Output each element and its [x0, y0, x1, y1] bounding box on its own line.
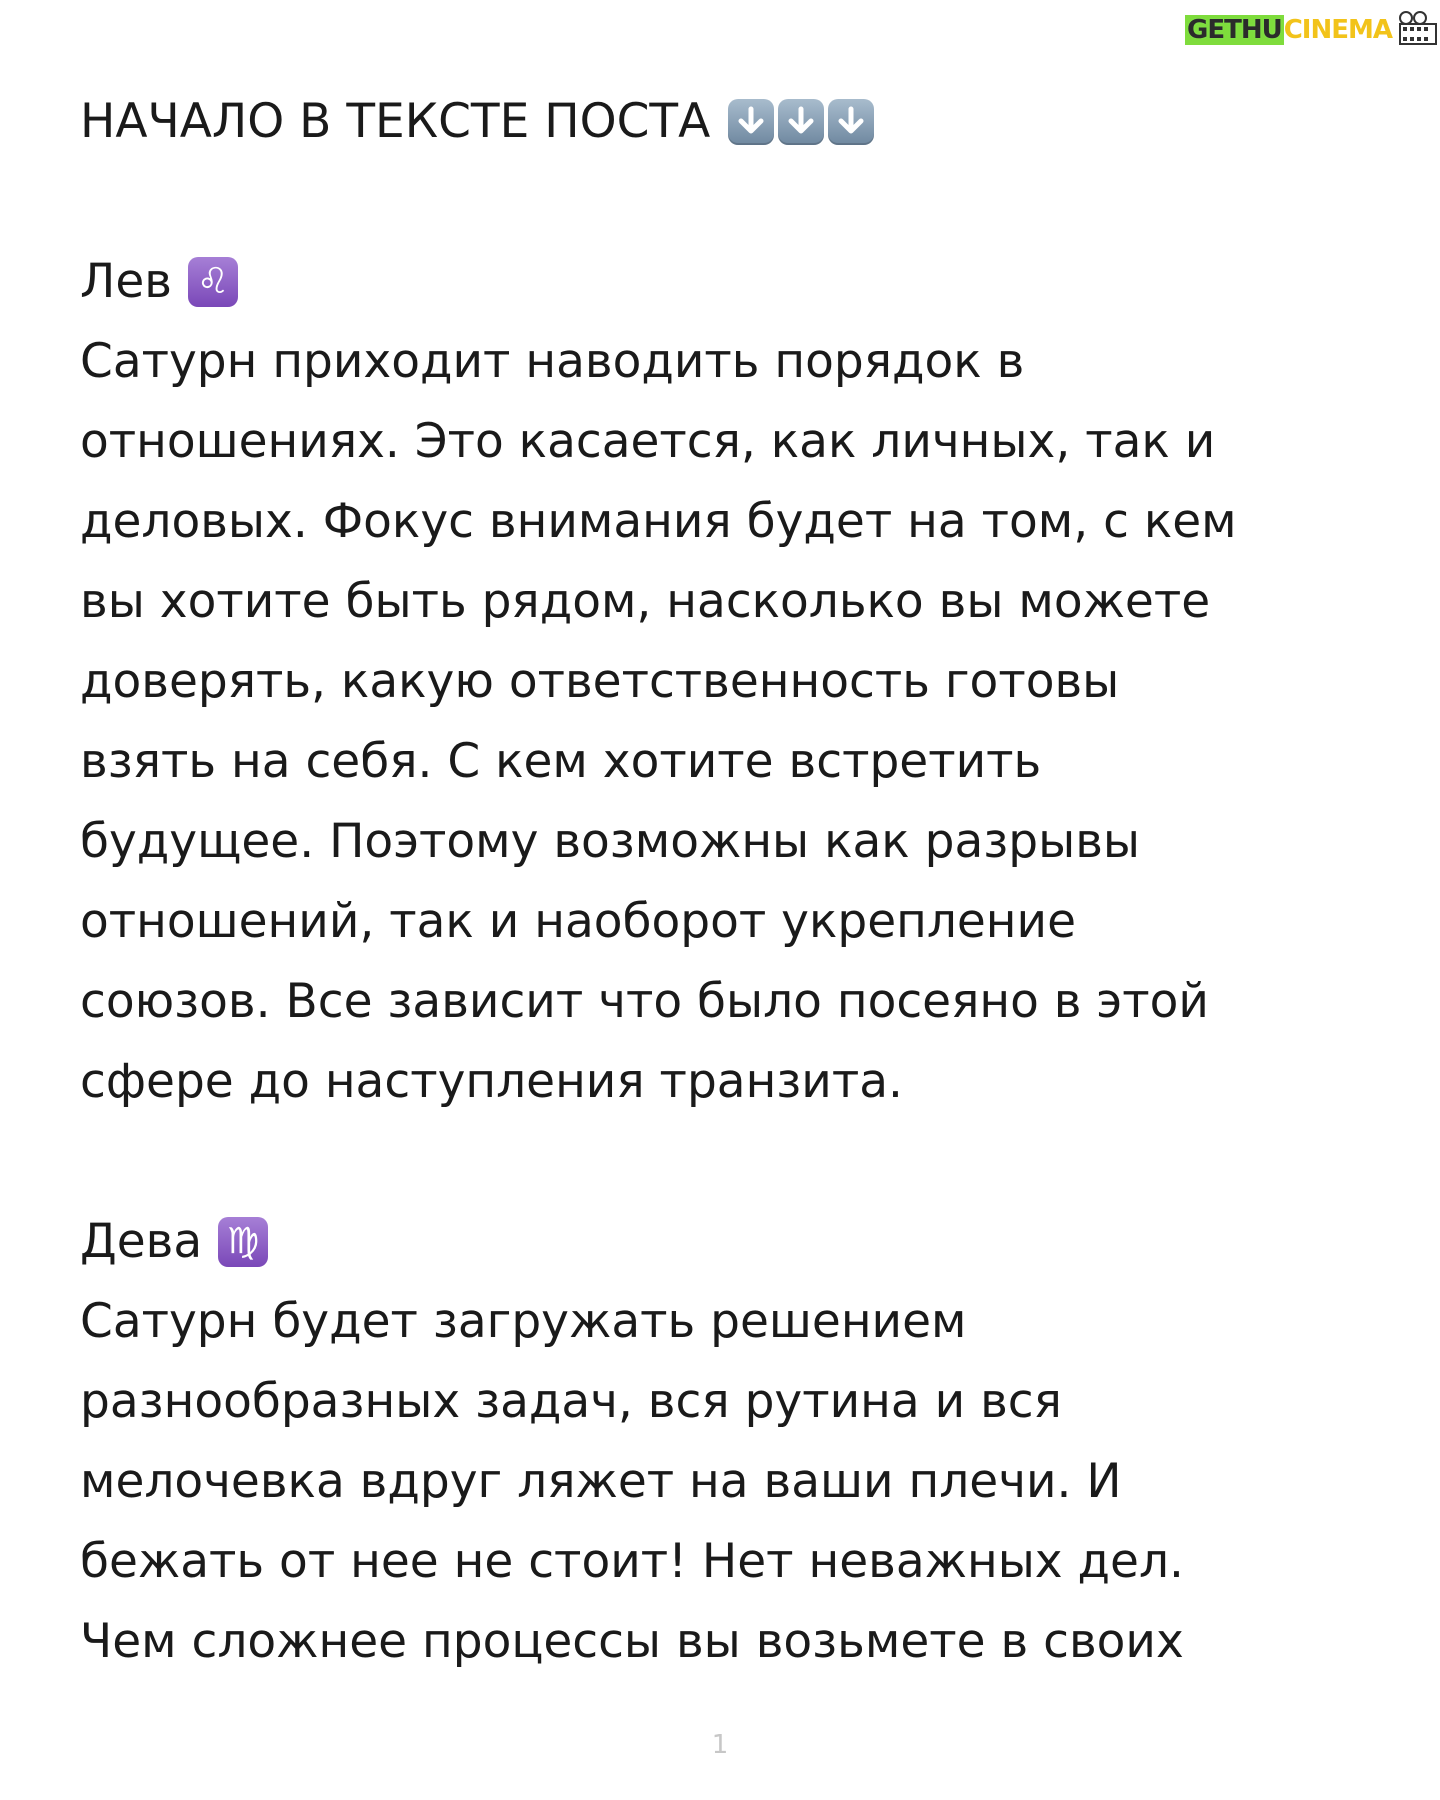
- post-page: [80, 82, 1380, 1682]
- text-line: отношениях. Это касается, как личных, так и: [80, 414, 1216, 469]
- sign-name: Дева: [80, 1214, 203, 1269]
- virgo-zodiac-icon: ♍: [218, 1217, 268, 1267]
- text-line: союзов. Все зависит что было посеяно в этой: [80, 974, 1209, 1029]
- heading-text: НАЧАЛО В ТЕКСТЕ ПОСТА: [80, 94, 711, 149]
- sign-name: Лев: [80, 254, 172, 309]
- text-line: будущее. Поэтому возможны как разрывы: [80, 814, 1141, 869]
- text-line: разнообразных задач, вся рутина и вся: [80, 1374, 1062, 1429]
- section-title: [80, 1202, 1380, 1282]
- text-line: сфере до наступления транзита.: [80, 1054, 903, 1109]
- down-arrow-button-icon: [778, 99, 824, 145]
- text-line: Чем сложнее процессы вы возьмете в своих: [80, 1614, 1184, 1669]
- section-body: [80, 1282, 1380, 1682]
- leo-zodiac-icon: ♌: [188, 257, 238, 307]
- text-line: мелочевка вдруг ляжет на ваши плечи. И: [80, 1454, 1122, 1509]
- section-leo: [80, 242, 1380, 1122]
- text-line: Сатурн будет загружать решением: [80, 1294, 967, 1349]
- text-line: деловых. Фокус внимания будет на том, с кем: [80, 494, 1237, 549]
- watermark-part2: CINEMA: [1283, 15, 1392, 45]
- film-reel-icon: [1396, 10, 1440, 50]
- watermark-part1: GETHU: [1187, 15, 1282, 45]
- down-arrows-group: [724, 99, 874, 145]
- heading: [80, 82, 1380, 162]
- section-body: [80, 322, 1380, 1122]
- text-line: доверять, какую ответственность готовы: [80, 654, 1120, 709]
- down-arrow-button-icon: [828, 99, 874, 145]
- text-line: вы хотите быть рядом, насколько вы можете: [80, 574, 1211, 629]
- text-line: Сатурн приходит наводить порядок в: [80, 334, 1025, 389]
- text-line: отношений, так и наоборот укрепление: [80, 894, 1076, 949]
- section-title: [80, 242, 1380, 322]
- section-virgo: [80, 1202, 1380, 1682]
- down-arrow-button-icon: [728, 99, 774, 145]
- page-number: 1: [711, 1730, 729, 1760]
- text-line: взять на себя. С кем хотите встретить: [80, 734, 1042, 789]
- watermark-logo: [1185, 10, 1440, 50]
- text-line: бежать от нее не стоит! Нет неважных дел.: [80, 1534, 1184, 1589]
